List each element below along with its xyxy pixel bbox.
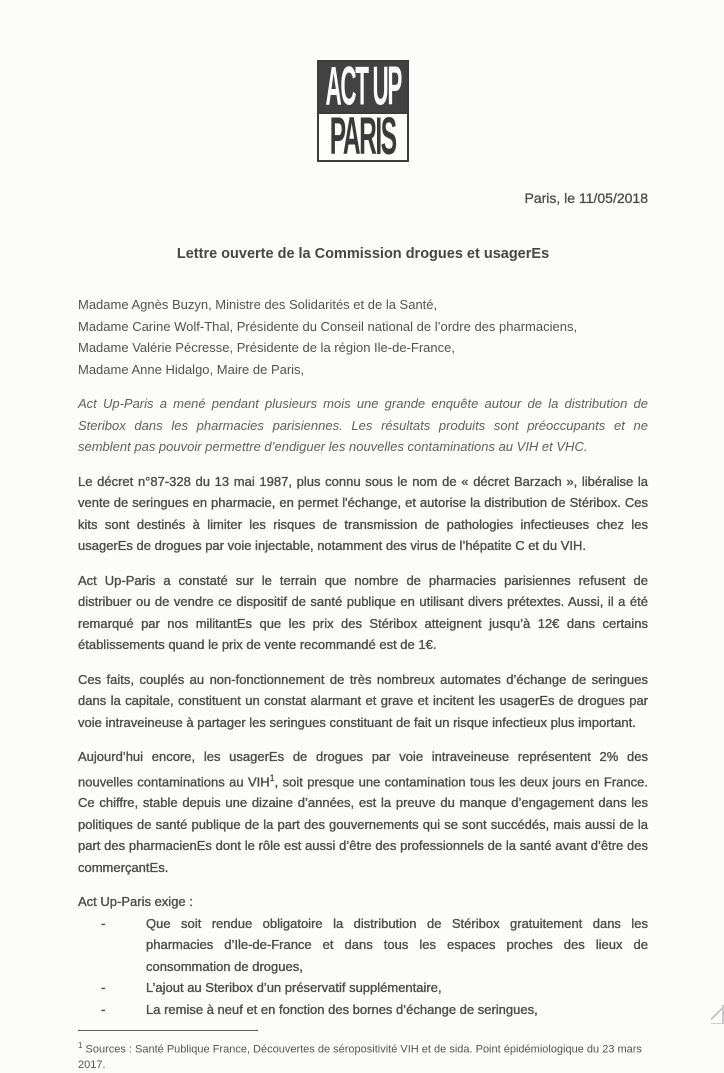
vih-text-after: , soit presque une contamination tous les deux jours en France. Ce chiffre, stable depuis une dizaine d’années, est la preuve du manque d’engagement dans les politiques de santé publique de la part des gouvernements qui se sont succédés, mais aussi de la part des pharmacienEs dont le rôle est aussi d’être des professionnels de la santé avant d’être des commerçantEs. <box>78 773 648 875</box>
recipient-line: Madame Valérie Pécresse, Présidente de la région Ile-de-France, <box>78 340 455 355</box>
footnote-block <box>78 1020 648 1073</box>
footnote-text: Sources : Santé Publique France, Découvertes de séropositivité VIH et de sida. Point épidémiologique du 23 mars 2017. <box>78 1043 642 1071</box>
recipient-line: Madame Carine Wolf-Thal, Présidente du Conseil national de l’ordre des pharmaciens, <box>78 318 578 334</box>
footnote-separator <box>78 1030 258 1031</box>
recipient-line: Madame Agnès Buzyn, Ministre des Solidarités et de la Santé, <box>78 297 438 312</box>
dash-bullet: - <box>101 1001 106 1017</box>
body-paragraph-constat: Act Up-Paris a constaté sur le terrain que nombre de pharmacies parisiennes refusent de distribuer ou de vendre ce dispositif de santé publique en utilisant divers prétextes. Aussi, il a été remarqué par nos militantEs que les prix des Stéribox atteignent jusqu’à 12€ dans certains établissements quand le prix de vente recommandé est de 1€. <box>78 572 648 652</box>
footnote <box>78 1038 648 1073</box>
act-up-paris-logo <box>317 60 409 162</box>
demand-text: L’ajout au Steribox d’un préservatif supplémentaire, <box>146 980 442 996</box>
logo-act-up-block <box>319 62 407 112</box>
demand-text: La remise à neuf et en fonction des bornes d’échange de seringues, <box>146 1001 538 1017</box>
letter-title: Lettre ouverte de la Commission drogues et usagerEs <box>176 246 550 262</box>
body-paragraph-decret: Le décret n°87-328 du 13 mai 1987, plus connu sous le nom de « décret Barzach », libéralise la vente de seringues en pharmacie, en permet l'échange, et autorise la distribution de Stéribox. Ces kits sont destinés à limiter les risques de transmission de pathologies infectieuses chez les usagerEs de drogues par voie injectable, notamment des virus de l’hépatite C et du VIH. <box>78 473 648 553</box>
demand-text: Que soit rendue obligatoire la distribution de Stéribox gratuitement dans les pharmacies d’Ile-de-France et dans tous les espaces proches des lieux de consommation de drogues, <box>146 915 648 974</box>
vih-text-before: Aujourd’hui encore, les usagerEs de drogues par voie intraveineuse représentent 2% des nouvelles contaminations au VIH <box>78 749 648 789</box>
footnote-marker: 1 <box>78 1041 83 1051</box>
scan-artifact <box>711 1005 724 1024</box>
body-paragraph-vih <box>78 746 648 878</box>
demand-item <box>78 999 648 1021</box>
demand-item <box>78 913 648 978</box>
body-paragraph-faits: Ces faits, couplés au non-fonctionnement de très nombreux automates d’échange de seringues dans la capitale, constituent un constat alarmant et grave et incitent les usagerEs de drogues par voie intraveineuse à partager les seringues constituant de fait un risque infectieux plus important. <box>78 671 648 730</box>
dash-bullet: - <box>101 915 106 931</box>
date-line: Paris, le 11/05/2018 <box>524 190 648 206</box>
recipients-block <box>78 294 648 380</box>
dash-bullet: - <box>101 980 106 996</box>
footnote-reference: 1 <box>269 772 275 783</box>
demands-heading: Act Up-Paris exige : <box>78 894 193 910</box>
logo-paris-text: PARIS <box>330 112 396 160</box>
logo-act-up-text: ACT UP <box>325 62 401 112</box>
logo-paris-block <box>319 112 407 160</box>
recipient-line: Madame Anne Hidalgo, Maire de Paris, <box>78 361 305 377</box>
intro-paragraph: Act Up-Paris a mené pendant plusieurs mois une grande enquête autour de la distribution de Steribox dans les pharmacies parisiennes. Les résultats produits sont préoccupants et ne semblent pas pouvoir permettre d’endiguer les nouvelles contaminations au VIH et VHC. <box>78 396 648 454</box>
demand-item <box>78 977 648 999</box>
